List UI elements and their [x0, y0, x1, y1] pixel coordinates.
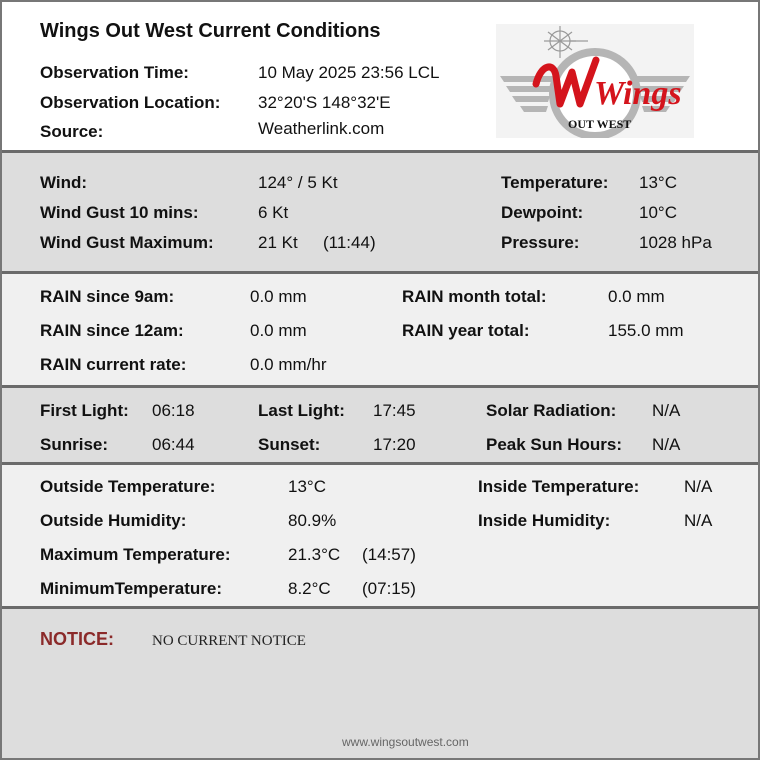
- wind-gust-10-label: Wind Gust 10 mins:: [40, 203, 199, 222]
- page-title: Wings Out West Current Conditions: [40, 20, 381, 42]
- inside-temperature-label: Inside Temperature:: [478, 477, 640, 496]
- temperature-label: Temperature:: [501, 173, 609, 192]
- obs-time-value: 10 May 2025 23:56 LCL: [258, 63, 440, 82]
- outside-temperature-label: Outside Temperature:: [40, 477, 216, 496]
- dewpoint-value: 10°C: [639, 203, 677, 222]
- rain-since-9am-value: 0.0 mm: [250, 287, 307, 306]
- notice-label: NOTICE:: [40, 629, 114, 649]
- rain-since-12am-value: 0.0 mm: [250, 321, 307, 340]
- rain-month-total-label: RAIN month total:: [402, 287, 547, 306]
- pressure-label: Pressure:: [501, 233, 580, 252]
- inside-humidity-value: N/A: [684, 511, 713, 530]
- sunrise-label: Sunrise:: [40, 435, 109, 454]
- peak-sun-hours-label: Peak Sun Hours:: [486, 435, 623, 454]
- rain-since-9am-label: RAIN since 9am:: [40, 287, 175, 306]
- maximum-temperature-value: 21.3°C: [288, 545, 341, 564]
- minimum-temperature-time: (07:15): [362, 579, 416, 598]
- temperature-value: 13°C: [639, 173, 677, 192]
- minimum-temperature-label: MinimumTemperature:: [40, 579, 222, 598]
- outside-humidity-label: Outside Humidity:: [40, 511, 187, 530]
- inside-humidity-label: Inside Humidity:: [478, 511, 611, 530]
- windmill-wings-logo-icon: [496, 24, 694, 138]
- wind-gust-max-time: (11:44): [323, 233, 376, 252]
- maximum-temperature-time: (14:57): [362, 545, 416, 564]
- source-label: Source:: [40, 122, 104, 141]
- rain-year-total-label: RAIN year total:: [402, 321, 530, 340]
- pressure-value: 1028 hPa: [639, 233, 712, 252]
- notice-text: NO CURRENT NOTICE: [152, 633, 306, 649]
- dewpoint-label: Dewpoint:: [501, 203, 584, 222]
- maximum-temperature-label: Maximum Temperature:: [40, 545, 231, 564]
- first-light-label: First Light:: [40, 401, 129, 420]
- minimum-temperature-value: 8.2°C: [288, 579, 331, 598]
- rain-year-total-value: 155.0 mm: [608, 321, 684, 340]
- inside-temperature-value: N/A: [684, 477, 713, 496]
- obs-location-label: Observation Location:: [40, 93, 221, 112]
- solar-radiation-label: Solar Radiation:: [486, 401, 617, 420]
- logo-word: Wings: [594, 75, 682, 112]
- sunset-value: 17:20: [373, 435, 416, 454]
- last-light-value: 17:45: [373, 401, 416, 420]
- logo-subtitle: OUT WEST: [568, 117, 632, 131]
- wings-logo: [496, 24, 694, 138]
- outside-temperature-value: 13°C: [288, 477, 326, 496]
- rain-month-total-value: 0.0 mm: [608, 287, 665, 306]
- obs-location-value: 32°20'S 148°32'E: [258, 93, 391, 112]
- first-light-value: 06:18: [152, 401, 195, 420]
- rain-since-12am-label: RAIN since 12am:: [40, 321, 184, 340]
- solar-radiation-value: N/A: [652, 401, 681, 420]
- last-light-label: Last Light:: [258, 401, 345, 420]
- rain-current-rate-value: 0.0 mm/hr: [250, 355, 327, 374]
- wind-gust-max-value: 21 Kt: [258, 233, 298, 252]
- wind-label: Wind:: [40, 173, 88, 192]
- footer-url-link[interactable]: www.wingsoutwest.com: [342, 735, 469, 749]
- rain-current-rate-label: RAIN current rate:: [40, 355, 187, 374]
- sunrise-value: 06:44: [152, 435, 195, 454]
- obs-time-label: Observation Time:: [40, 63, 189, 82]
- wind-gust-10-value: 6 Kt: [258, 203, 289, 222]
- outside-humidity-value: 80.9%: [288, 511, 337, 530]
- peak-sun-hours-value: N/A: [652, 435, 681, 454]
- sunset-label: Sunset:: [258, 435, 321, 454]
- wind-value: 124° / 5 Kt: [258, 173, 338, 192]
- wind-gust-max-label: Wind Gust Maximum:: [40, 233, 214, 252]
- source-value: Weatherlink.com: [258, 119, 385, 138]
